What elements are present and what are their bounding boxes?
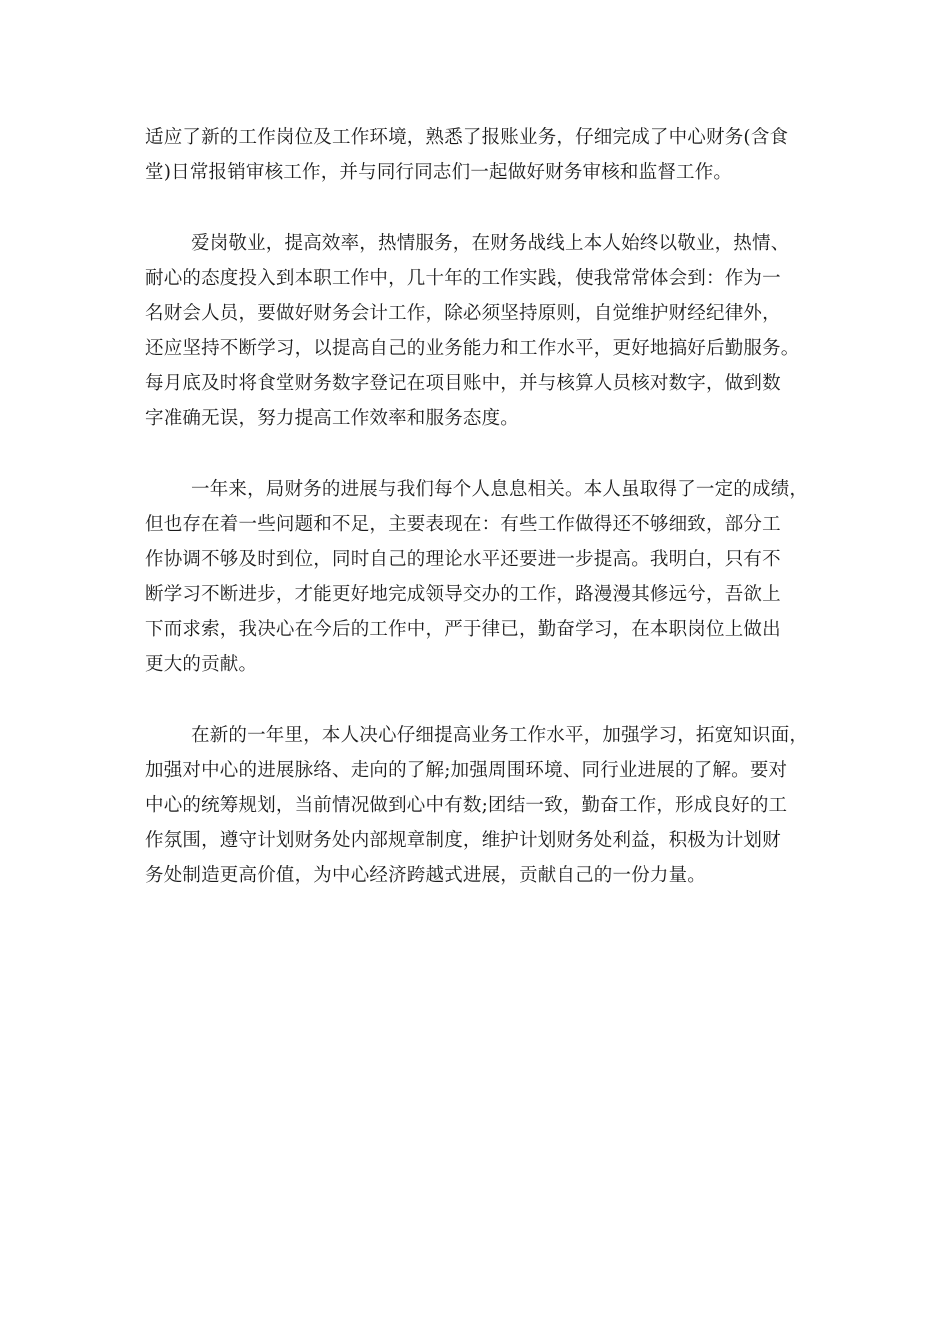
text-line: 还应坚持不断学习，以提高自己的业务能力和工作水平，更好地搞好后勤服务。 bbox=[145, 338, 800, 359]
text-line: 断学习不断进步，才能更好地完成领导交办的工作，路漫漫其修远兮，吾欲上 bbox=[145, 584, 781, 605]
paragraph-2 bbox=[145, 226, 825, 436]
text-line: 在新的一年里，本人决心仔细提高业务工作水平，加强学习，拓宽知识面， bbox=[191, 725, 809, 746]
paragraph-3 bbox=[145, 472, 825, 682]
text-line: 爱岗敬业，提高效率，热情服务，在财务战线上本人始终以敬业，热情、 bbox=[191, 233, 790, 254]
text-line: 每月底及时将食堂财务数字登记在项目账中，并与核算人员核对数字，做到数 bbox=[145, 373, 781, 394]
text-line: 名财会人员，要做好财务会计工作，除必须坚持原则，自觉维护财经纪律外， bbox=[145, 303, 781, 324]
text-line: 加强对中心的进展脉络、走向的了解;加强周围环境、同行业进展的了解。要对 bbox=[145, 760, 788, 781]
paragraph-1 bbox=[145, 120, 825, 190]
text-line: 但也存在着一些问题和不足，主要表现在：有些工作做得还不够细致，部分工 bbox=[145, 514, 781, 535]
text-line: 堂)日常报销审核工作，并与同行同志们一起做好财务审核和监督工作。 bbox=[145, 162, 733, 183]
text-line: 耐心的态度投入到本职工作中，几十年的工作实践，使我常常体会到：作为一 bbox=[145, 268, 781, 289]
text-line: 中心的统筹规划，当前情况做到心中有数;团结一致，勤奋工作，形成良好的工 bbox=[145, 795, 788, 816]
text-line: 更大的贡献。 bbox=[145, 654, 258, 675]
document-body bbox=[145, 120, 825, 929]
text-line: 作协调不够及时到位，同时自己的理论水平还要进一步提高。我明白，只有不 bbox=[145, 549, 781, 570]
text-line: 下而求索，我决心在今后的工作中，严于律已，勤奋学习，在本职岗位上做出 bbox=[145, 619, 781, 640]
text-line: 务处制造更高价值，为中心经济跨越式进展，贡献自己的一份力量。 bbox=[145, 865, 707, 886]
text-line: 作氛围，遵守计划财务处内部规章制度，维护计划财务处利益，积极为计划财 bbox=[145, 830, 781, 851]
paragraph-4 bbox=[145, 718, 825, 893]
text-line: 一年来，局财务的进展与我们每个人息息相关。本人虽取得了一定的成绩， bbox=[191, 479, 809, 500]
text-line: 适应了新的工作岗位及工作环境，熟悉了报账业务，仔细完成了中心财务(含食 bbox=[145, 127, 789, 148]
text-line: 字准确无误，努力提高工作效率和服务态度。 bbox=[145, 408, 520, 429]
